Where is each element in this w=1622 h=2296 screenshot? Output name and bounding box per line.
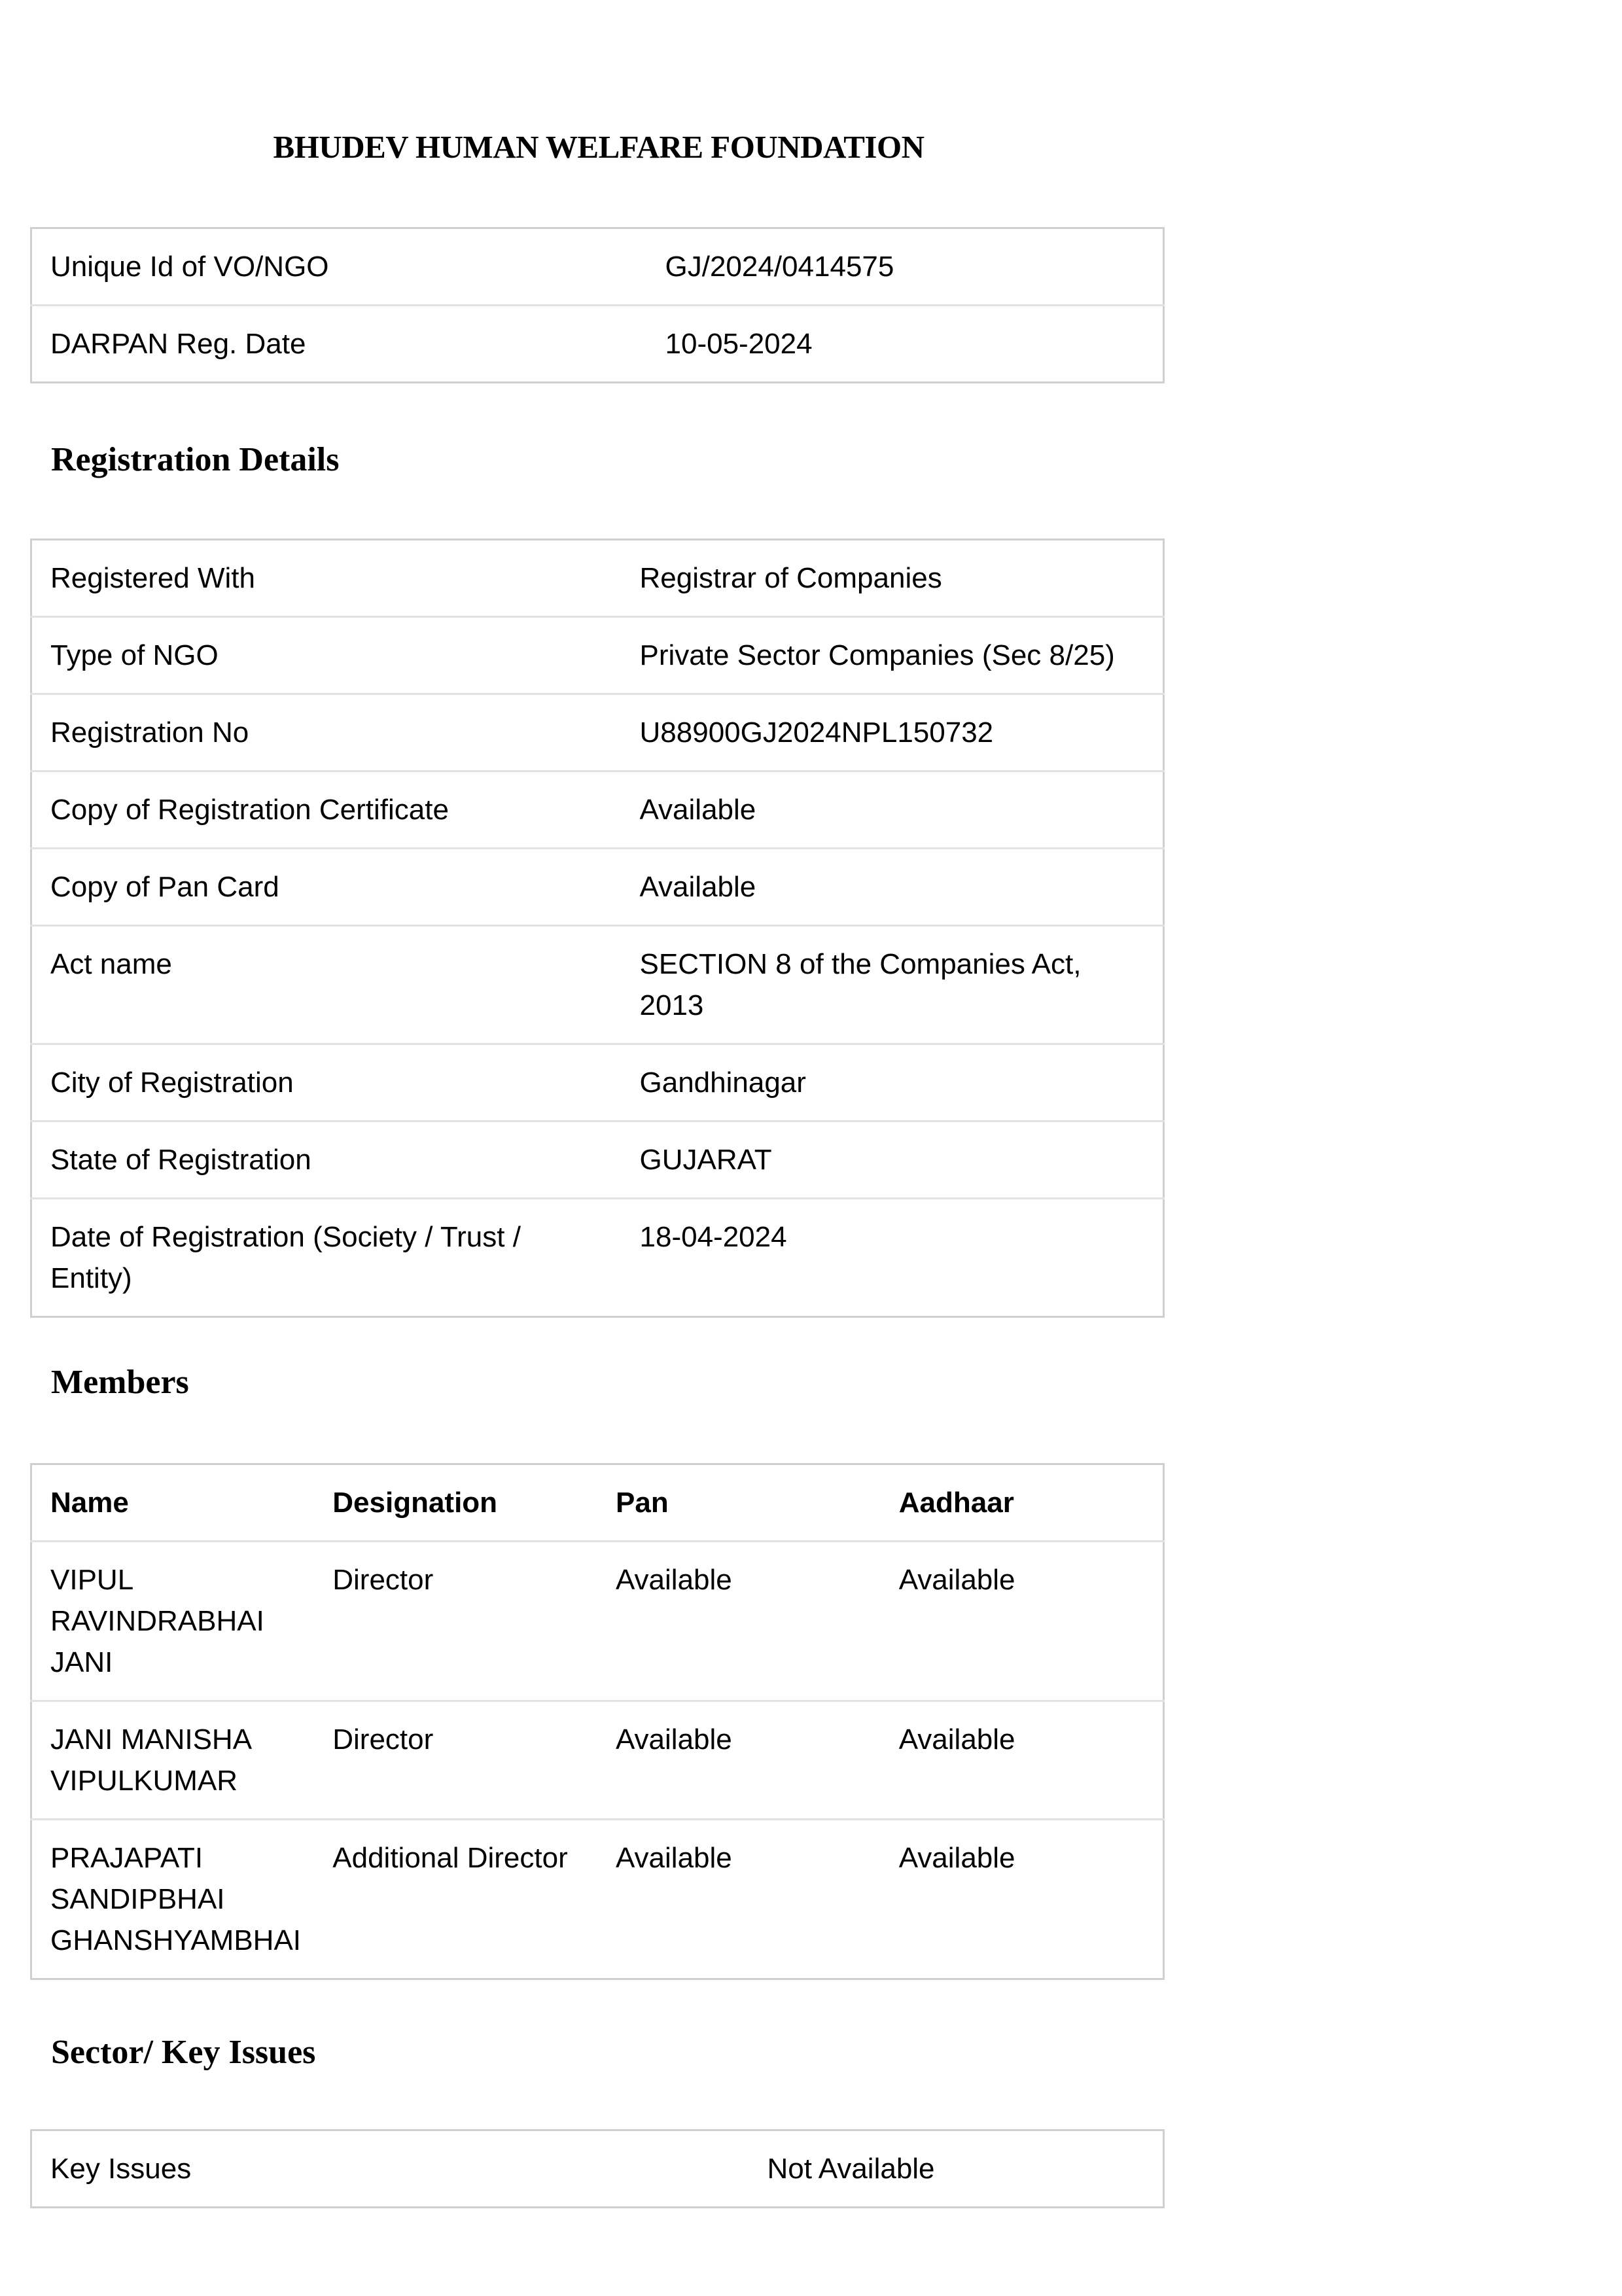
table-row — [31, 1044, 1164, 1122]
column-header-designation: Designation — [332, 1487, 498, 1519]
table-row — [31, 1122, 1164, 1199]
key-issues-table — [30, 2129, 1165, 2208]
unique-id-value: GJ/2024/0414575 — [665, 251, 894, 283]
pan-card-label: Copy of Pan Card — [31, 849, 622, 926]
act-name-label: Act name — [31, 926, 622, 1044]
table-row — [31, 849, 1164, 926]
member-pan: Available — [597, 1701, 881, 1820]
registration-certificate-value: Available — [622, 771, 1164, 849]
registration-no-label: Registration No — [31, 694, 622, 771]
table-row — [31, 306, 1164, 383]
table-row — [31, 617, 1164, 694]
member-aadhaar: Available — [881, 1542, 1164, 1701]
act-name-value: SECTION 8 of the Companies Act, 2013 — [622, 926, 1164, 1044]
pan-card-value: Available — [622, 849, 1164, 926]
member-name: VIPUL RAVINDRABHAI JANI — [31, 1542, 315, 1701]
sector-key-issues-heading: Sector/ Key Issues — [51, 2034, 316, 2071]
key-issues-value: Not Available — [767, 2153, 935, 2185]
summary-table — [30, 227, 1165, 383]
table-row — [31, 540, 1164, 617]
key-issues-label: Key Issues — [50, 2153, 192, 2185]
table-header-row — [31, 1464, 1164, 1542]
type-of-ngo-label: Type of NGO — [31, 617, 622, 694]
date-of-registration-value: 18-04-2024 — [622, 1199, 1164, 1317]
registration-details-table — [30, 539, 1165, 1318]
table-row — [31, 1820, 1164, 1979]
column-header-name: Name — [50, 1487, 129, 1519]
registered-with-value: Registrar of Companies — [639, 562, 942, 594]
members-heading: Members — [51, 1364, 189, 1401]
state-of-registration-label: State of Registration — [31, 1122, 622, 1199]
table-row — [31, 771, 1164, 849]
table-row — [31, 1701, 1164, 1820]
date-of-registration-label: Date of Registration (Society / Trust / Entity) — [31, 1199, 622, 1317]
type-of-ngo-value: Private Sector Companies (Sec 8/25) — [622, 617, 1164, 694]
column-header-aadhaar: Aadhaar — [898, 1487, 1014, 1519]
member-designation: Director — [314, 1542, 597, 1701]
table-row — [31, 228, 1164, 306]
state-of-registration-value: GUJARAT — [622, 1122, 1164, 1199]
registered-with-label: Registered With — [50, 562, 256, 594]
table-row — [31, 694, 1164, 771]
unique-id-label: Unique Id of VO/NGO — [50, 251, 329, 283]
member-designation: Additional Director — [314, 1820, 597, 1979]
table-row — [31, 926, 1164, 1044]
member-aadhaar: Available — [881, 1701, 1164, 1820]
darpan-reg-date-value: 10-05-2024 — [647, 306, 1164, 383]
city-of-registration-value: Gandhinagar — [622, 1044, 1164, 1122]
member-name: JANI MANISHA VIPULKUMAR — [31, 1701, 315, 1820]
table-row — [31, 2130, 1164, 2208]
table-row — [31, 1542, 1164, 1701]
member-name: PRAJAPATI SANDIPBHAI GHANSHYAMBHAI — [31, 1820, 315, 1979]
registration-details-heading: Registration Details — [51, 441, 340, 478]
member-designation: Director — [314, 1701, 597, 1820]
table-row — [31, 1199, 1164, 1317]
darpan-reg-date-label: DARPAN Reg. Date — [31, 306, 647, 383]
city-of-registration-label: City of Registration — [31, 1044, 622, 1122]
organization-title: BHUDEV HUMAN WELFARE FOUNDATION — [273, 129, 925, 165]
registration-certificate-label: Copy of Registration Certificate — [31, 771, 622, 849]
registration-no-value: U88900GJ2024NPL150732 — [622, 694, 1164, 771]
member-pan: Available — [597, 1820, 881, 1979]
column-header-pan: Pan — [616, 1487, 669, 1519]
members-table — [30, 1463, 1165, 1980]
member-aadhaar: Available — [881, 1820, 1164, 1979]
member-pan: Available — [597, 1542, 881, 1701]
